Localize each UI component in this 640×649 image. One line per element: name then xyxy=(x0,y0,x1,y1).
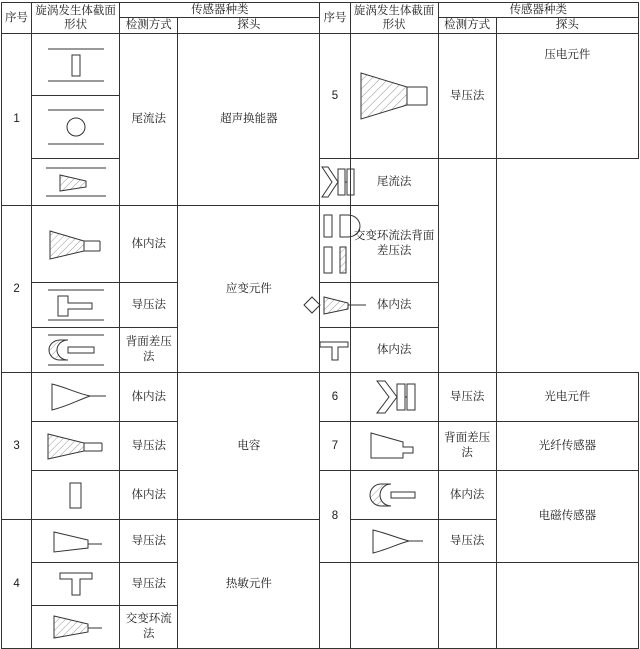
table-header-row-1 xyxy=(2,3,639,18)
method-4-2: 导压法 xyxy=(120,562,178,605)
header-probe-right: 探头 xyxy=(496,18,638,33)
probe-filler xyxy=(496,562,638,648)
probe-3: 电容 xyxy=(178,372,320,519)
probe-2: 应变元件 xyxy=(178,205,320,372)
header-detect-right: 检测方式 xyxy=(438,18,496,33)
shape-t-bar2 xyxy=(32,562,120,605)
shape-t-bar xyxy=(32,282,120,327)
method-2-3: 背面差压法 xyxy=(120,327,178,372)
table-row xyxy=(2,158,639,205)
table-row xyxy=(2,562,639,605)
shape-bars-three xyxy=(320,205,350,282)
method-2-2: 导压法 xyxy=(120,282,178,327)
header-sensor-kind-right: 传感器种类 xyxy=(438,3,638,18)
shape-filler xyxy=(350,562,438,648)
method-7: 背面差压法 xyxy=(438,421,496,470)
table-row xyxy=(2,327,639,372)
method-filler xyxy=(438,562,496,648)
table-row xyxy=(2,33,639,96)
table-row xyxy=(2,205,639,282)
method-8-2: 导压法 xyxy=(438,519,496,562)
method-6: 导压法 xyxy=(438,372,496,421)
seq-4: 4 xyxy=(2,519,32,648)
header-shape-right: 旋涡发生体截面形状 xyxy=(350,3,438,34)
table-row xyxy=(2,282,639,327)
shape-mushroom2 xyxy=(350,470,438,519)
vortex-shedder-table xyxy=(1,2,639,649)
table-row xyxy=(2,372,639,421)
shape-trapezoid-plain xyxy=(32,519,120,562)
probe-8: 电磁传感器 xyxy=(496,470,638,562)
probe-5-cont xyxy=(438,158,496,372)
shape-t-small xyxy=(320,327,350,372)
method-4-1: 导压法 xyxy=(120,519,178,562)
seq-6: 6 xyxy=(320,372,350,421)
shape-bar-vertical xyxy=(32,33,120,96)
shape-circle xyxy=(32,96,120,159)
header-sensor-kind-left: 传感器种类 xyxy=(120,3,320,18)
shape-diamond-trapezoid xyxy=(320,282,350,327)
shape-rect-tall xyxy=(32,470,120,519)
probe-6: 光电元件 xyxy=(496,372,638,421)
shape-double-hook2 xyxy=(350,372,438,421)
probe-4: 热敏元件 xyxy=(178,519,320,648)
shape-bullet-curve2 xyxy=(350,519,438,562)
shape-mushroom xyxy=(32,327,120,372)
header-seq-right: 序号 xyxy=(320,3,350,34)
method-5-5: 体内法 xyxy=(350,327,438,372)
seq-7: 7 xyxy=(320,421,350,470)
probe-1: 超声换能器 xyxy=(178,33,320,205)
method-5-2: 尾流法 xyxy=(350,158,438,205)
method-1: 尾流法 xyxy=(120,33,178,205)
seq-filler xyxy=(320,562,350,648)
method-3-2: 导压法 xyxy=(120,421,178,470)
method-8-1: 体内法 xyxy=(438,470,496,519)
method-3-3: 体内法 xyxy=(120,470,178,519)
method-5-1: 导压法 xyxy=(438,33,496,158)
header-detect-left: 检测方式 xyxy=(120,18,178,33)
method-5-4: 体内法 xyxy=(350,282,438,327)
method-3-1: 体内法 xyxy=(120,372,178,421)
header-probe-left: 探头 xyxy=(178,18,320,33)
shape-bullet-curve xyxy=(32,372,120,421)
shape-trapezoid-hatch2 xyxy=(32,421,120,470)
table-row xyxy=(2,421,639,470)
method-5-3: 交变环流法背面差压法 xyxy=(350,205,438,282)
shape-triangle-hatch xyxy=(32,158,120,205)
shape-trapezoid-step xyxy=(350,421,438,470)
shape-double-hook xyxy=(320,158,350,205)
probe-5: 压电元件 xyxy=(496,33,638,158)
seq-1: 1 xyxy=(2,33,32,205)
method-4-3: 交变环流法 xyxy=(120,605,178,648)
method-2-1: 体内法 xyxy=(120,205,178,282)
seq-2: 2 xyxy=(2,205,32,372)
shape-trapezoid-hatch xyxy=(32,205,120,282)
seq-8: 8 xyxy=(320,470,350,562)
seq-5: 5 xyxy=(320,33,350,158)
table-row xyxy=(2,470,639,519)
shape-trapezoid-hatch3 xyxy=(32,605,120,648)
seq-3: 3 xyxy=(2,372,32,519)
probe-7: 光纤传感器 xyxy=(496,421,638,470)
document-page xyxy=(0,2,640,640)
header-seq-left: 序号 xyxy=(2,3,32,34)
header-shape-left: 旋涡发生体截面形状 xyxy=(32,3,120,34)
shape-trapezoid-hatch-big xyxy=(350,33,438,158)
